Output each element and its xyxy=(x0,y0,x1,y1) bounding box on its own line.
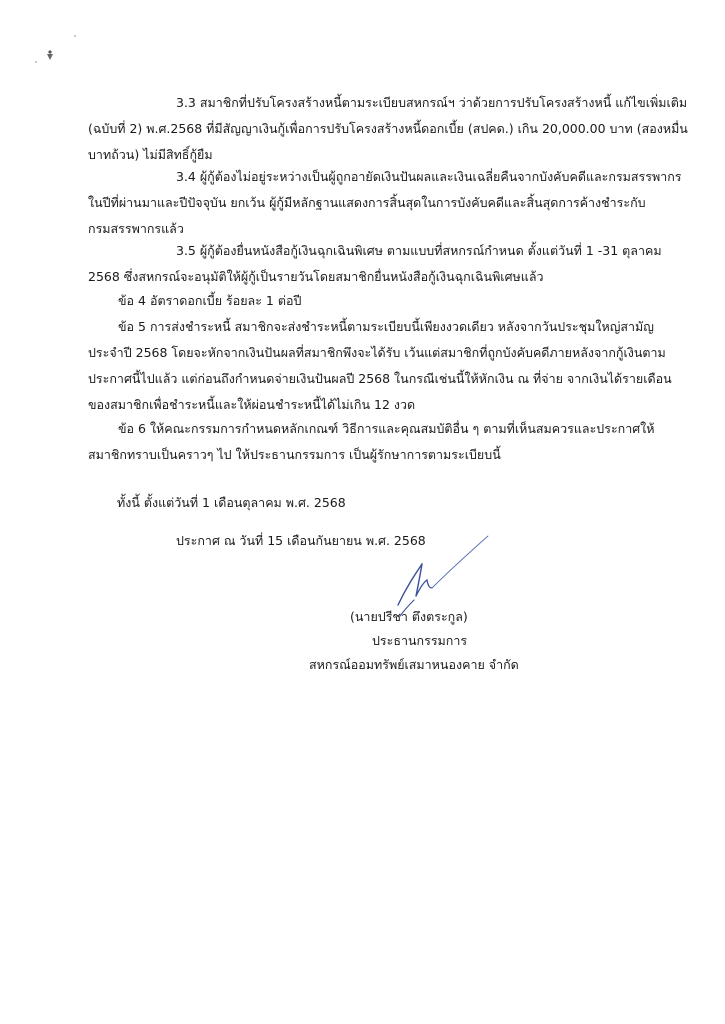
paragraph-3-4 xyxy=(88,164,682,242)
paragraph-line: ข้อ 5 การส่งชำระหนี้ สมาชิกจะส่งชำระหนี้ตามระเบียบนี้เพียงงวดเดียว หลังจากวันประชุมใหญ่สามัญ xyxy=(118,319,654,334)
effective-date: ทั้งนี้ ตั้งแต่วันที่ 1 เดือนตุลาคม พ.ศ. 2568 xyxy=(117,495,346,510)
paragraph-line: บาทถ้วน) ไม่มีสิทธิ์กู้ยืม xyxy=(88,147,213,162)
paragraph-line: ของสมาชิกเพื่อชำระหนี้และให้ผ่อนชำระหนี้ได้ไม่เกิน 12 งวด xyxy=(88,397,416,412)
clause-6 xyxy=(88,416,678,468)
scan-specks xyxy=(30,30,90,70)
paragraph-line: 3.3 สมาชิกที่ปรับโครงสร้างหนี้ตามระเบียบสหกรณ์ฯ ว่าด้วยการปรับโครงสร้างหนี้ แก้ไขเพิ่มเติม xyxy=(176,95,688,110)
paragraph-line: สมาชิกทราบเป็นคราวๆ ไป ให้ประธานกรรมการ เป็นผู้รักษาการตามระเบียบนี้ xyxy=(88,447,501,462)
signer-organization: สหกรณ์ออมทรัพย์เสมาหนองคาย จำกัด xyxy=(309,657,519,672)
signer-position: ประธานกรรมการ xyxy=(372,633,468,648)
signer-name: (นายปรีชา ตึงตระกูล) xyxy=(350,609,468,624)
paragraph-3-5 xyxy=(88,238,678,290)
paragraph-line: 3.5 ผู้กู้ต้องยื่นหนังสือกู้เงินฉุกเฉินพิเศษ ตามแบบที่สหกรณ์กำหนด ตั้งแต่วันที่ 1 -31 ตุลาคม xyxy=(176,243,662,258)
clause-5 xyxy=(88,314,678,418)
clause-4: ข้อ 4 อัตราดอกเบี้ย ร้อยละ 1 ต่อปี xyxy=(118,293,302,308)
announcement-date: ประกาศ ณ วันที่ 15 เดือนกันยายน พ.ศ. 2568 xyxy=(176,533,426,548)
paragraph-line: ข้อ 6 ให้คณะกรรมการกำหนดหลักเกณฑ์ วิธีการและคุณสมบัติอื่น ๆ ตามที่เห็นสมควรและประกาศให้ xyxy=(118,421,655,436)
paragraph-line: ประจำปี 2568 โดยจะหักจากเงินปันผลที่สมาชิกพึงจะได้รับ เว้นแต่สมาชิกที่ถูกบังคับคดีภายหลังจากกู้เงินตาม xyxy=(88,345,666,360)
paragraph-line: ประกาศนี้ไปแล้ว แต่ก่อนถึงกำหนดจ่ายเงินปันผลปี 2568 ในกรณีเช่นนี้ให้หักเงิน ณ ที่จ่าย จากเงินได้รายเดือน xyxy=(88,371,672,386)
paragraph-line: กรมสรรพากรแล้ว xyxy=(88,221,184,236)
paragraph-line: 2568 ซึ่งสหกรณ์จะอนุมัติให้ผู้กู้เป็นรายวันโดยสมาชิกยื่นหนังสือกู้เงินฉุกเฉินพิเศษแล้ว xyxy=(88,269,544,284)
paragraph-line: (ฉบับที่ 2) พ.ศ.2568 ที่มีสัญญาเงินกู้เพื่อการปรับโครงสร้างหนี้ดอกเบี้ย (สปคด.) เกิน 20,000.00 บาท (สองหมื่น xyxy=(88,121,688,136)
paragraph-line: 3.4 ผู้กู้ต้องไม่อยู่ระหว่างเป็นผู้ถูกอายัดเงินปันผลและเงินเฉลี่ยคืนจากบังคับคดีและกรมสรรพากร xyxy=(176,169,682,184)
paragraph-3-3 xyxy=(88,90,688,168)
paragraph-line: ในปีที่ผ่านมาและปีปัจจุบัน ยกเว้น ผู้กู้มีหลักฐานแสดงการสิ้นสุดในการบังคับคดีและสิ้นสุดการค้างชำระกับ xyxy=(88,195,646,210)
